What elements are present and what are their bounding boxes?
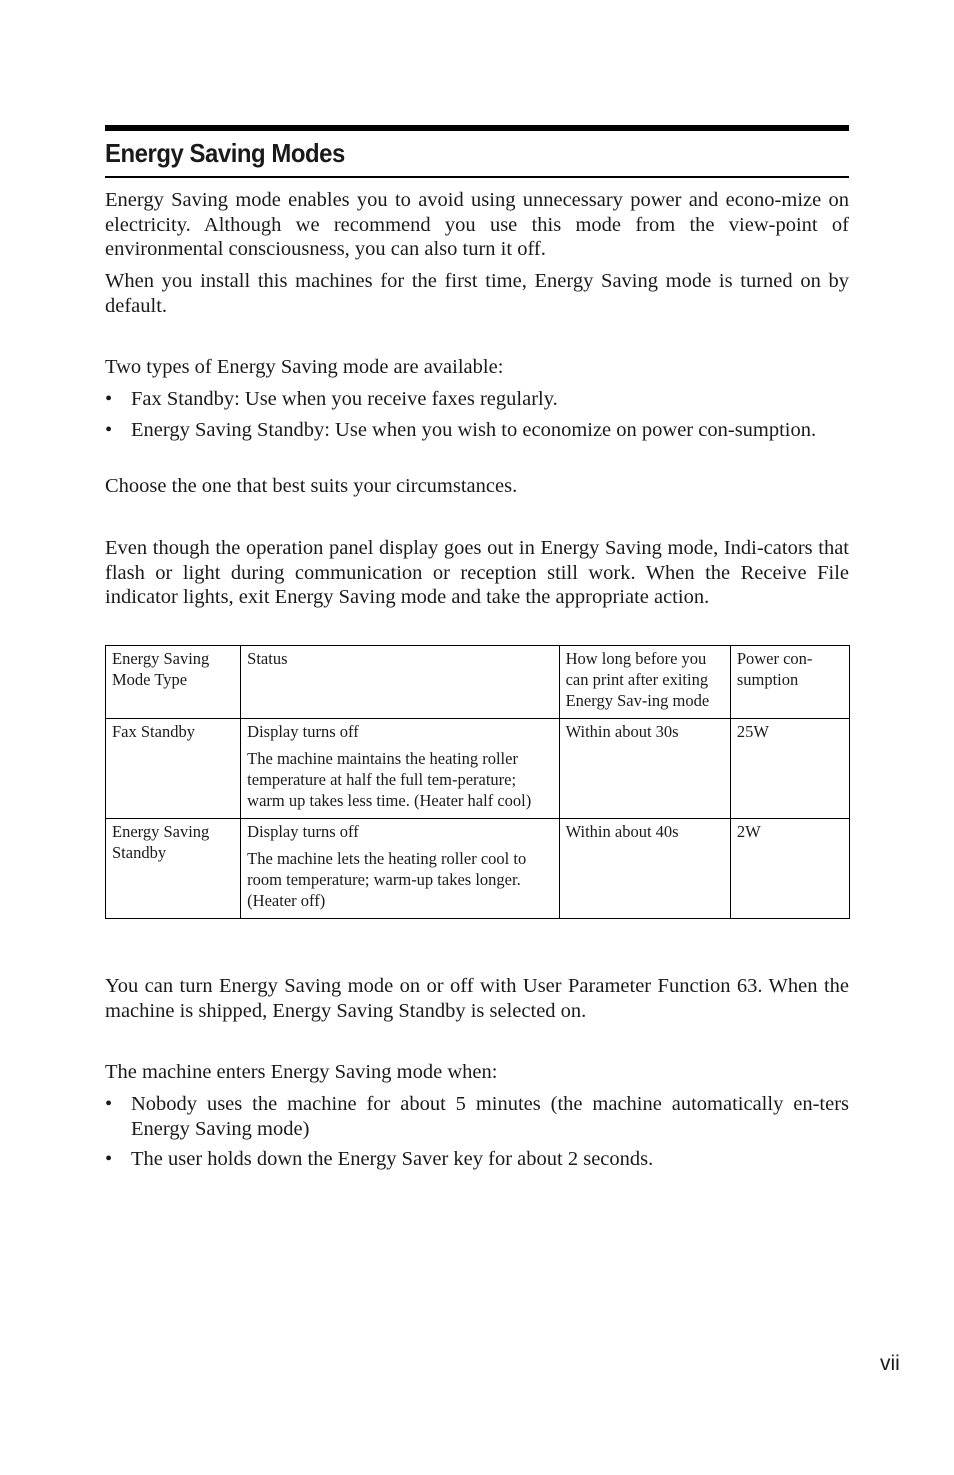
list-item <box>105 387 849 412</box>
status-line: Display turns off <box>247 722 359 741</box>
cell-mode-type: Fax Standby <box>106 719 241 819</box>
energy-mode-table <box>105 645 850 919</box>
cell-status <box>241 719 559 819</box>
status-detail: The machine lets the heating roller cool to room temperature; warm-up takes longer.(Heater off) <box>247 849 527 910</box>
enters-intro: The machine enters Energy Saving mode when: <box>105 1061 498 1083</box>
cell-mode-type: Energy Saving Standby <box>106 819 241 919</box>
header-status: Status <box>241 646 559 719</box>
page-number: vii <box>880 1352 900 1375</box>
status-detail: The machine maintains the heating roller temperature at half the full tem-perature; warm up takes less time. (Heater half cool) <box>247 749 532 810</box>
header-time: How long before you can print after exiting Energy Sav-ing mode <box>559 646 730 719</box>
choose-paragraph: Choose the one that best suits your circumstances. <box>105 475 518 497</box>
header-mode-type: Energy Saving Mode Type <box>106 646 241 719</box>
after-table-paragraph: You can turn Energy Saving mode on or off with User Parameter Function 63. When the machine is shipped, Energy Saving Standby is selected on. <box>105 975 849 1022</box>
top-rule <box>105 125 849 131</box>
list-item <box>105 1147 849 1172</box>
header-power: Power con-sumption <box>730 646 849 719</box>
bullet-icon: • <box>105 419 113 441</box>
cell-status <box>241 819 559 919</box>
bullet-icon: • <box>105 388 113 410</box>
list-item <box>105 1092 849 1141</box>
list-item-text: Energy Saving Standby: Use when you wish to economize on power con-sumption. <box>131 419 817 441</box>
intro-paragraph-1: Energy Saving mode enables you to avoid using unnecessary power and econo-mize on electricity. Although we recommend you use this mode from the view-point of environmental consciousness, you can also turn it off. <box>105 189 849 260</box>
title-rule <box>105 176 849 178</box>
indicators-paragraph: Even though the operation panel display goes out in Energy Saving mode, Indi-cators that flash or light during communication or reception still work. When the Receive File indicator lights, exit Energy Saving mode and take the appropriate action. <box>105 537 849 608</box>
bullet-icon: • <box>105 1093 113 1115</box>
list-item-text: Fax Standby: Use when you receive faxes regularly. <box>131 388 558 410</box>
table-row <box>106 819 850 919</box>
cell-time: Within about 40s <box>559 819 730 919</box>
cell-power: 2W <box>730 819 849 919</box>
table-row <box>106 719 850 819</box>
list-item <box>105 418 849 443</box>
list-item-text: The user holds down the Energy Saver key for about 2 seconds. <box>131 1148 654 1170</box>
bullet-icon: • <box>105 1148 113 1170</box>
table-header-row <box>106 646 850 719</box>
types-intro: Two types of Energy Saving mode are available: <box>105 356 504 378</box>
cell-time: Within about 30s <box>559 719 730 819</box>
list-item-text: Nobody uses the machine for about 5 minutes (the machine automatically en-ters Energy Saving mode) <box>131 1093 849 1140</box>
cell-power: 25W <box>730 719 849 819</box>
intro-paragraph-2: When you install this machines for the first time, Energy Saving mode is turned on by default. <box>105 270 849 317</box>
page-title: Energy Saving Modes <box>105 138 345 168</box>
status-line: Display turns off <box>247 822 359 841</box>
